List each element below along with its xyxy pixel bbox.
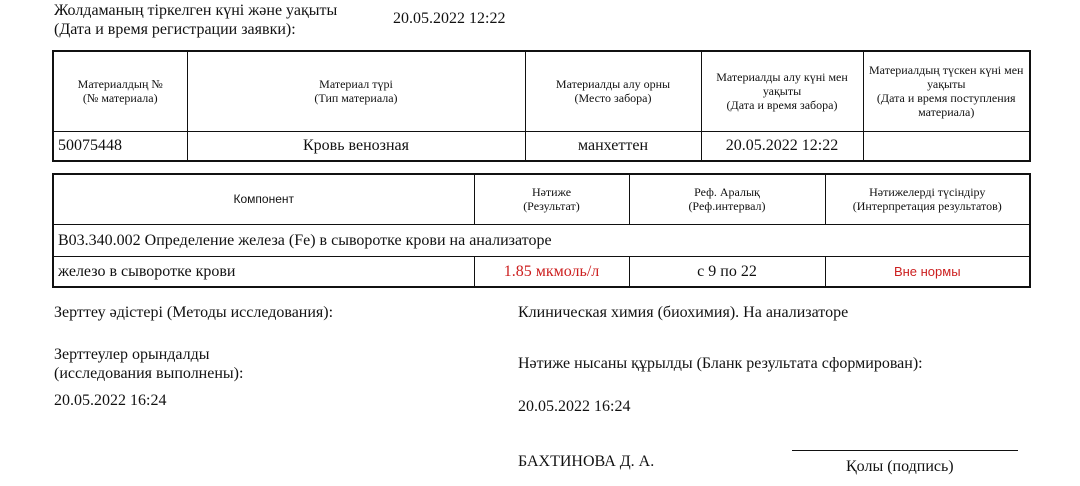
ref-interval: с 9 по 22 bbox=[629, 256, 825, 287]
signature-label: Қолы (подпись) bbox=[846, 458, 954, 475]
collection-datetime: 20.05.2022 12:22 bbox=[701, 131, 863, 161]
results-table bbox=[52, 173, 1031, 288]
results-table-header bbox=[53, 174, 1030, 224]
header-component: Компонент bbox=[53, 174, 474, 224]
table-row bbox=[53, 224, 1030, 256]
receipt-datetime bbox=[863, 131, 1030, 161]
performed-label bbox=[54, 345, 243, 383]
table-row bbox=[53, 256, 1030, 287]
formed-label: Нәтиже нысаны құрылды (Бланк результата сформирован): bbox=[518, 355, 923, 372]
table-row bbox=[53, 131, 1030, 161]
header-collection-place: Материалды алу орны (Место забора) bbox=[525, 51, 701, 131]
header-material-number: Материалдың № (№ материала) bbox=[53, 51, 187, 131]
signature-line bbox=[792, 450, 1018, 451]
registration-label bbox=[54, 1, 337, 39]
test-name: B03.340.002 Определение железа (Fe) в сыворотке крови на анализаторе bbox=[53, 224, 1030, 256]
collection-place: манхеттен bbox=[525, 131, 701, 161]
methods-label: Зерттеу әдістері (Методы исследования): bbox=[54, 304, 334, 321]
registration-label-kz: Жолдаманың тіркелген күні және уақыты bbox=[54, 2, 338, 19]
material-table-header bbox=[53, 51, 1030, 131]
registration-label-ru: (Дата и время регистрации заявки): bbox=[54, 21, 296, 38]
component-name: железо в сыворотке крови bbox=[53, 256, 474, 287]
registration-datetime: 20.05.2022 12:22 bbox=[393, 10, 506, 27]
performed-label-kz: Зерттеулер орындалды bbox=[54, 346, 210, 363]
header-interpretation: Нәтижелерді түсіндіру (Интерпретация результатов) bbox=[825, 174, 1030, 224]
signer-name: БАХТИНОВА Д. А. bbox=[518, 453, 655, 470]
header-result: Нәтиже (Результат) bbox=[474, 174, 629, 224]
interpretation-badge: Вне нормы bbox=[825, 256, 1030, 287]
material-type: Кровь венозная bbox=[187, 131, 525, 161]
result-value: 1.85 мкмоль/л bbox=[474, 256, 629, 287]
header-material-type: Материал түрі (Тип материала) bbox=[187, 51, 525, 131]
material-table bbox=[52, 50, 1031, 162]
performed-label-ru: (исследования выполнены): bbox=[54, 365, 244, 382]
header-ref-interval: Реф. Аралық (Реф.интервал) bbox=[629, 174, 825, 224]
methods-value: Клиническая химия (биохимия). На анализаторе bbox=[518, 304, 849, 321]
header-receipt-datetime: Материалдың түскен күні мен уақыты (Дата и время поступления материала) bbox=[863, 51, 1030, 131]
header-collection-datetime: Материалды алу күні мен уақыты (Дата и время забора) bbox=[701, 51, 863, 131]
performed-datetime: 20.05.2022 16:24 bbox=[54, 392, 167, 409]
formed-datetime: 20.05.2022 16:24 bbox=[518, 398, 631, 415]
material-number: 50075448 bbox=[53, 131, 187, 161]
